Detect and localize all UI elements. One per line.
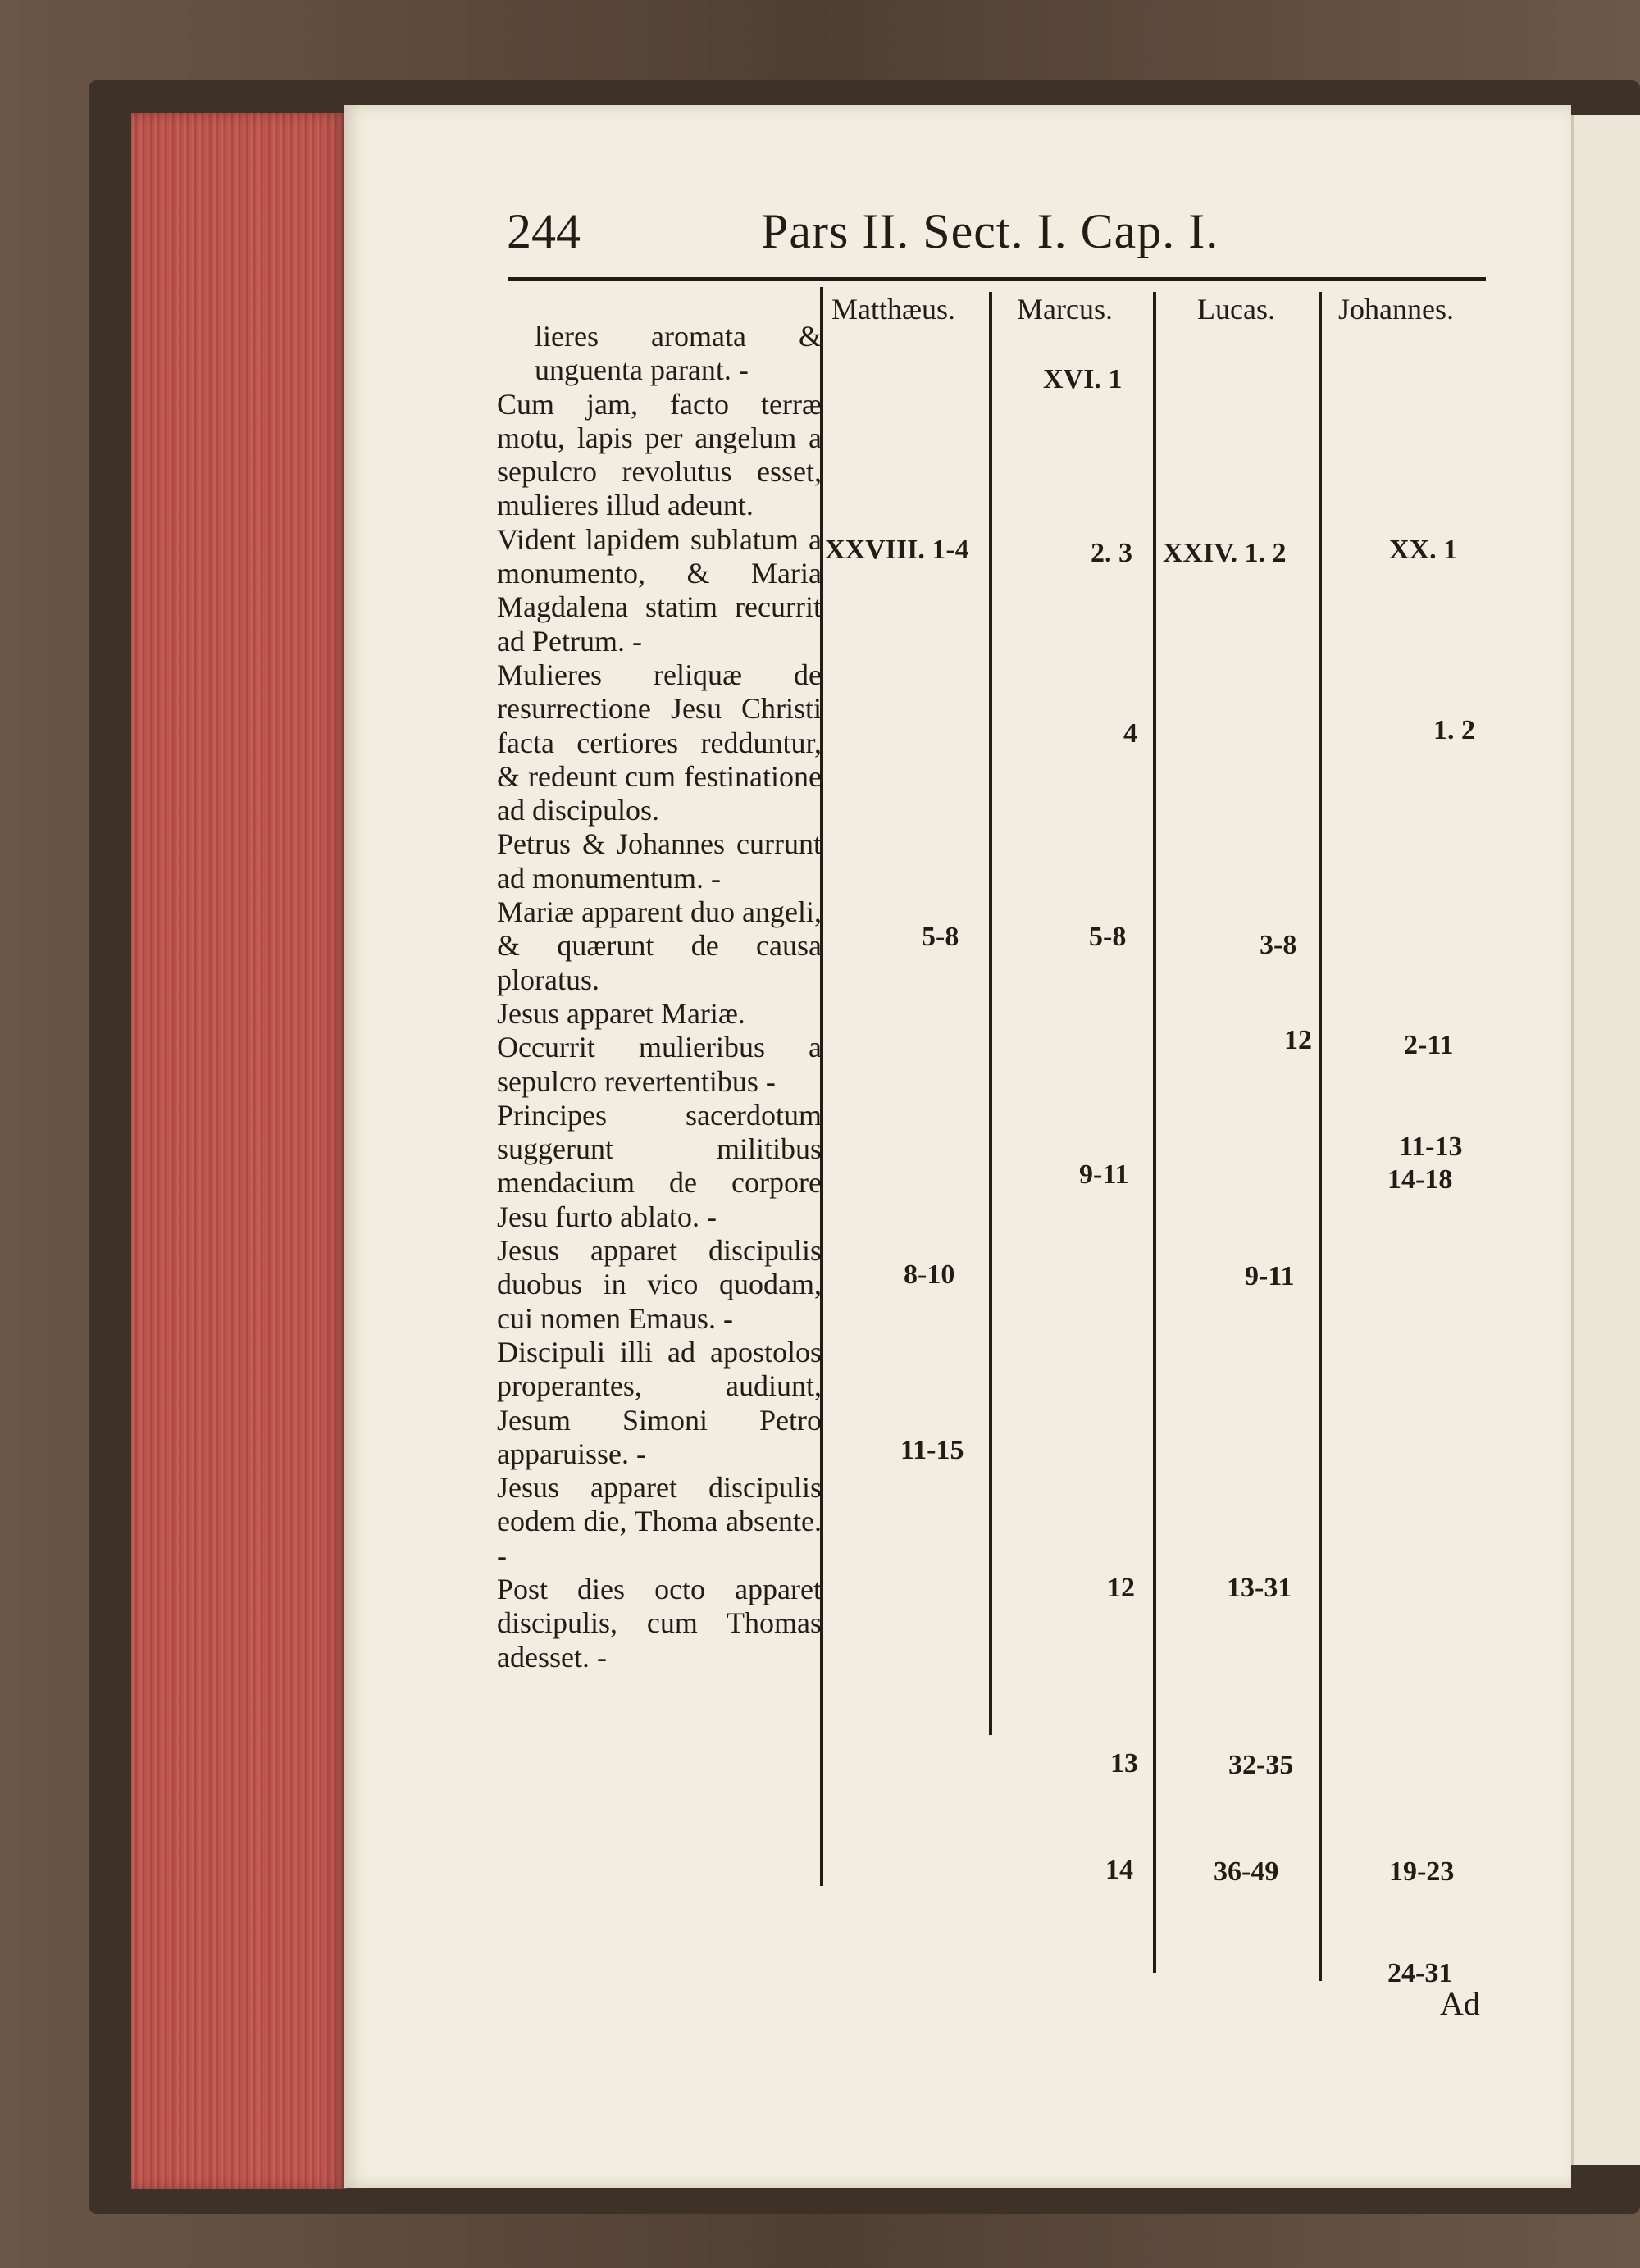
entry-13: Post dies octo apparet discipulis, cum Thomas adesset. - [497,1572,822,1674]
entry-5: Petrus & Johannes currunt ad monumentum. - [497,827,822,895]
ref-marcus-13: 13 [1110,1748,1138,1778]
page-number: 244 [507,204,581,258]
ref-lucas-3-8: 3-8 [1260,930,1297,960]
column-rule-4 [1319,292,1322,1981]
entry-4: Mulieres reliquæ de resurrectione Jesu Christi facta certiores redduntur, & redeunt cum festinatione ad discipulos. [497,658,822,827]
ref-marcus-9-11: 9-11 [1079,1159,1129,1190]
harmony-entries [497,320,822,1674]
ref-johannes-1-2: 1. 2 [1433,715,1475,745]
entry-6: Mariæ apparent duo angeli, & quærunt de causa ploratus. [497,895,822,996]
header-rule [508,277,1486,281]
ref-marcus-4: 4 [1123,718,1137,749]
column-rule-2 [989,292,992,1735]
ref-lucas-12: 12 [1284,1025,1312,1055]
running-head: Pars II. Sect. I. Cap. I. [761,204,1219,258]
ref-lucas-13-31: 13-31 [1227,1573,1292,1603]
ref-lucas-xxiv: XXIV. 1. 2 [1163,538,1287,568]
page-edges-red [131,113,346,2189]
entry-9: Principes sacerdotum suggerunt militibus mendacium de corpore Jesu furto ablato. - [497,1098,822,1233]
entry-2: Cum jam, facto terræ motu, lapis per angelum a sepulcro revolutus esset, mulieres illud adeunt. [497,387,822,522]
column-head-lucas: Lucas. [1197,293,1275,326]
catchword: Ad [1440,1985,1480,2022]
ref-marcus-xvi: XVI. 1 [1043,364,1123,394]
entry-10: Jesus apparet discipulis duobus in vico quodam, cui nomen Emaus. - [497,1234,822,1335]
column-head-marcus: Marcus. [1017,293,1113,326]
entry-8: Occurrit mulieribus a sepulcro revertentibus - [497,1031,822,1098]
entry-7: Jesus apparet Mariæ. [497,996,745,1030]
ref-johannes-xx: XX. 1 [1389,535,1458,565]
ref-marcus-12: 12 [1107,1573,1135,1603]
ref-matthaeus-11-15: 11-15 [900,1435,964,1465]
facing-page-edge [1571,115,1640,2165]
entry-12: Jesus apparet discipulis eodem die, Thoma absente. - [497,1471,822,1572]
ref-johannes-24-31: 24-31 [1387,1958,1453,1988]
ref-johannes-11-13: 11-13 [1399,1132,1463,1162]
ref-marcus-5-8: 5-8 [1089,922,1127,952]
ref-johannes-19-23: 19-23 [1389,1856,1455,1887]
entry-3: Vident lapidem sublatum a monumento, & Maria Magdalena statim recurrit ad Petrum. - [497,522,822,658]
entry-1: lieres aromata & unguenta parant. - [535,320,822,387]
page-header [507,203,1483,269]
ref-matthaeus-8-10: 8-10 [904,1259,955,1290]
ref-matthaeus-5-8: 5-8 [922,922,959,952]
entry-11: Discipuli illi ad apostolos properantes, audiunt, Jesum Simoni Petro apparuisse. - [497,1335,822,1470]
ref-lucas-36-49: 36-49 [1214,1856,1279,1887]
ref-johannes-2-11: 2-11 [1404,1030,1454,1060]
ref-lucas-9-11: 9-11 [1245,1261,1295,1291]
column-head-matthaeus: Matthæus. [831,293,956,326]
column-rule-3 [1153,292,1156,1973]
ref-marcus-2-3: 2. 3 [1091,538,1132,568]
ref-johannes-14-18: 14-18 [1387,1164,1453,1195]
ref-marcus-14: 14 [1105,1855,1133,1885]
ref-matthaeus-xxviii: XXVIII. 1-4 [825,535,969,565]
ref-lucas-32-35: 32-35 [1228,1750,1294,1780]
column-head-johannes: Johannes. [1338,293,1454,326]
